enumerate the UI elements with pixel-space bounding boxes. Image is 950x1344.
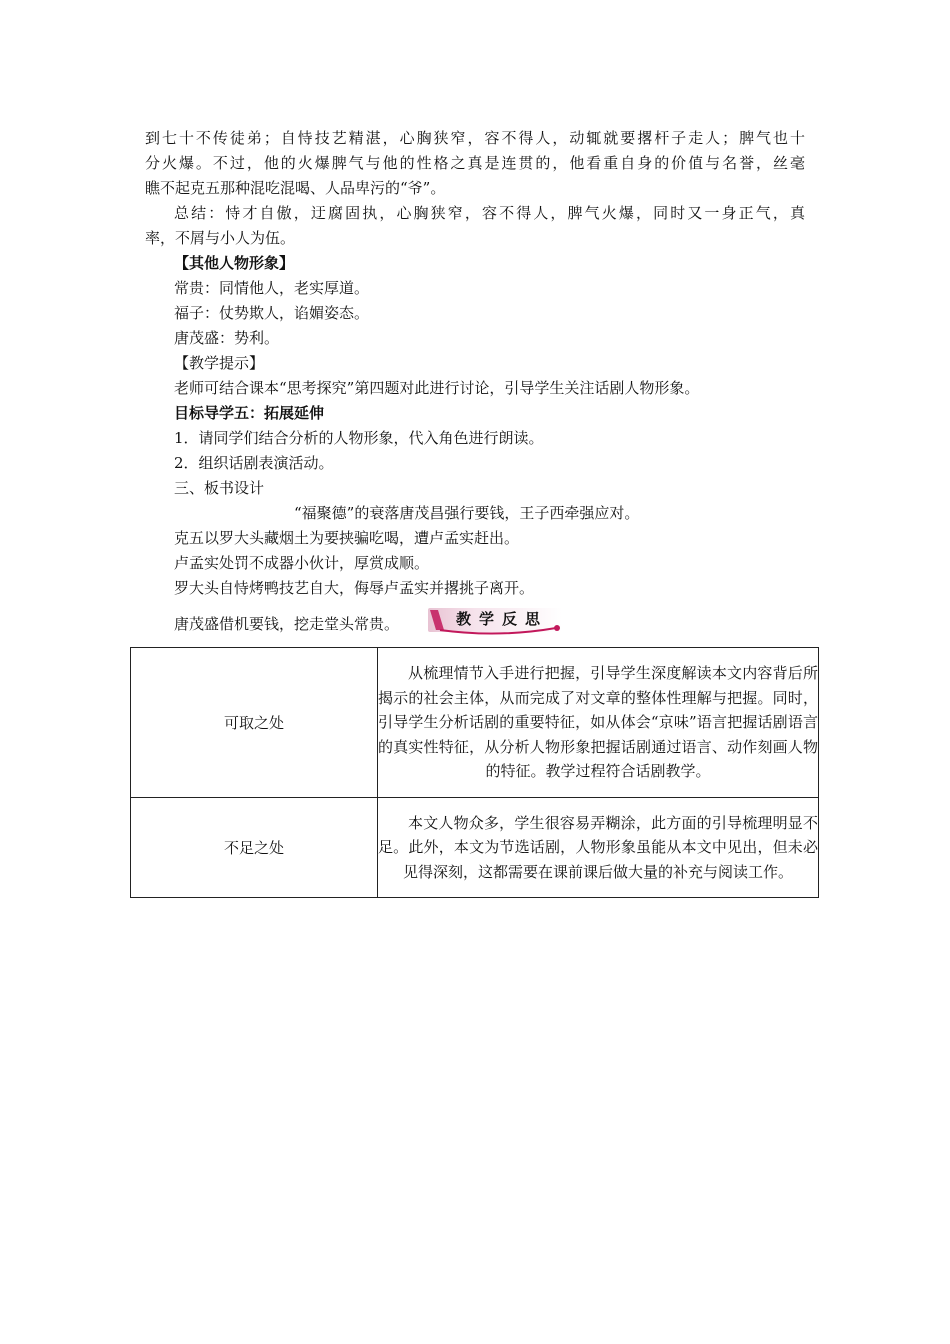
- row-content: [378, 798, 819, 898]
- row-content-text: 从梳理情节入手进行把握，引导学生深度解读本文内容背后所揭示的社会主体，从而完成了对文章的整体性理解与把握。同时，引导学生分析话剧的重要特征，如从体会“京味”语言把握话剧语言的真实性特征，从分析人物形象把握话剧通过语言、动作刻画人物的特征。教学过程符合话剧教学。: [378, 664, 818, 781]
- goal-five-item: 1．请同学们结合分析的人物形象，代入角色进行朗读。: [174, 429, 544, 447]
- board-design-heading: 三、板书设计: [174, 479, 265, 497]
- goal-five-heading: 目标导学五：拓展延伸: [174, 404, 325, 422]
- board-design-line: “福聚德”的衰落唐茂昌强行要钱，王子西牵强应对。: [294, 504, 640, 522]
- character-desc-line: 瞧不起克五那种混吃混喝、人品卑污的“爷”。: [145, 179, 446, 197]
- reflection-badge-label: 教学反思: [456, 610, 549, 628]
- teaching-tip-text: 老师可结合课本“思考探究”第四题对此进行讨论，引导学生关注话剧人物形象。: [174, 379, 700, 397]
- row-content-text: 本文人物众多，学生很容易弄糊涂，此方面的引导梳理明显不足。此外，本文为节选话剧，人物形象虽能从本文中见出，但未必见得深刻，这都需要在课前课后做大量的补充与阅读工作。: [378, 813, 818, 881]
- other-characters-heading: 【其他人物形象】: [174, 254, 295, 272]
- board-design-line: 唐茂盛借机要钱，挖走堂头常贵。: [174, 615, 400, 633]
- board-design-line: 卢孟实处罚不成器小伙计，厚赏成顺。: [174, 554, 430, 572]
- teaching-tip-heading: 【教学提示】: [174, 354, 265, 372]
- table-row: [131, 648, 819, 798]
- summary-line: 总结：恃才自傲，迂腐固执，心胸狭窄，容不得人，脾气火爆，同时又一身正气，真: [174, 204, 805, 222]
- summary-line: 率，不屑与小人为伍。: [145, 229, 296, 247]
- character-tangmaosheng: 唐茂盛：势利。: [174, 329, 280, 347]
- character-desc-line: 到七十不传徒弟；自恃技艺精湛，心胸狭窄，容不得人，动辄就要撂杆子走人；脾气也十: [145, 129, 805, 147]
- board-design-line: 克五以罗大头藏烟土为要挟骗吃喝，遭卢孟实赶出。: [174, 529, 520, 547]
- board-design-line: 罗大头自恃烤鸭技艺自大，侮辱卢孟实并撂挑子离开。: [174, 579, 535, 597]
- table-row: [131, 798, 819, 898]
- reflection-badge: [428, 608, 562, 632]
- character-changgui: 常贵：同情他人，老实厚道。: [174, 279, 370, 297]
- character-fuzi: 福子：仗势欺人，谄媚姿态。: [174, 304, 370, 322]
- goal-five-item: 2．组织话剧表演活动。: [174, 454, 334, 472]
- reflection-table: [130, 647, 819, 898]
- row-content: [378, 648, 819, 798]
- row-label: 可取之处: [131, 648, 378, 798]
- character-desc-line: 分火爆。不过，他的火爆脾气与他的性格之真是连贯的，他看重自身的价值与名誉，丝毫: [145, 154, 805, 172]
- row-label: 不足之处: [131, 798, 378, 898]
